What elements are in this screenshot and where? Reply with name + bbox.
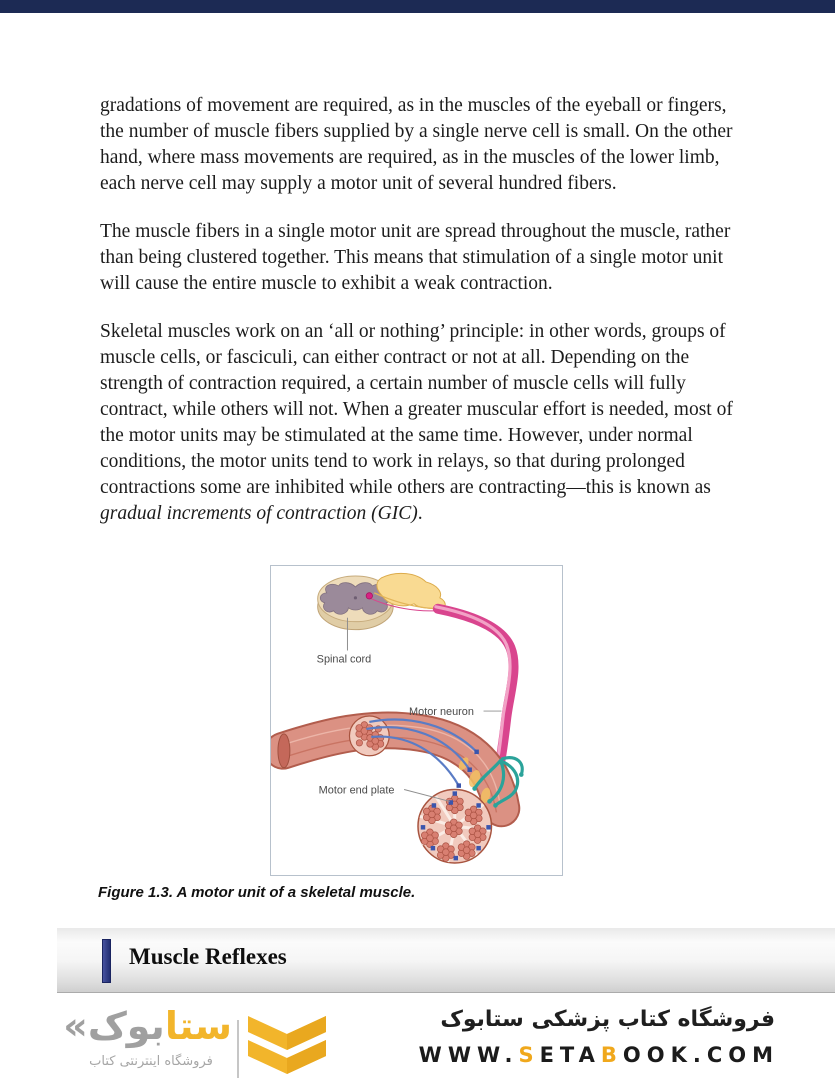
setabook-wordmark xyxy=(63,1000,232,1052)
motor-unit-illustration xyxy=(271,566,562,875)
motor-neuron-label: Motor neuron xyxy=(409,706,474,719)
website-url xyxy=(419,1040,779,1070)
motor-end-plate-label: Motor end plate xyxy=(318,784,395,797)
paragraph-3 xyxy=(100,319,752,527)
paragraph-3-main: Skeletal muscles work on an ‘all or nothing’ principle: in other words, groups of muscle cells, or fasciculi, can either contract or not at all. Depending on the strength of contraction required, a certain number of muscle cells will fully contract, while others will not. When a greater muscular effort is needed, most of the motor units may be stimulated at the same time. However, under normal conditions, the motor units tend to work in relays, so that during prolonged contractions some are inhibited while others are contracting—this is known as xyxy=(100,321,733,498)
figure-caption: Figure 1.3. A motor unit of a skeletal muscle. xyxy=(98,884,416,901)
url-b: B xyxy=(600,1043,623,1067)
url-www: WWW. xyxy=(418,1043,519,1067)
italic-term: gradual increments of contraction (GIC) xyxy=(100,503,418,524)
section-accent-bar xyxy=(102,939,111,983)
section-heading: Muscle Reflexes xyxy=(129,944,287,969)
wordmark-yellow-part: ستا xyxy=(164,1004,232,1048)
figure-motor-unit xyxy=(270,565,563,876)
spinal-cord-label: Spinal cord xyxy=(316,653,372,666)
section-heading-band xyxy=(57,928,835,993)
url-s: S xyxy=(518,1043,540,1067)
logo-divider xyxy=(237,1020,239,1078)
setabook-chevron-icon xyxy=(246,1014,328,1080)
paragraph-2: The muscle fibers in a single motor unit are spread throughout the muscle, rather than being clustered together. This means that stimulation of a single motor unit will cause the entire muscle to exhibit a weak contraction. xyxy=(100,221,731,294)
logo-tagline-persian: فروشگاه اینترنتی کتاب xyxy=(89,1054,213,1069)
wordmark-chevron-mark: « xyxy=(63,1004,88,1048)
paragraph-1: gradations of movement are required, as in the muscles of the eyeball or fingers, the number of muscle fibers supplied by a single nerve cell is small. On the other hand, where mass movements are required, as in the muscles of the lower limb, each nerve cell may supply a motor unit of several hundred fibers. xyxy=(100,95,733,194)
top-brand-bar xyxy=(0,0,835,13)
paragraph-3-tail: . xyxy=(417,503,423,524)
url-eta: ETA xyxy=(539,1043,601,1067)
body-text-block xyxy=(100,93,752,549)
url-rest: OOK.COM xyxy=(622,1043,779,1067)
wordmark-gray-part: بوک xyxy=(87,1004,165,1048)
store-name-persian: فروشگاه کتاب پزشکی ستابوک xyxy=(440,1007,775,1032)
